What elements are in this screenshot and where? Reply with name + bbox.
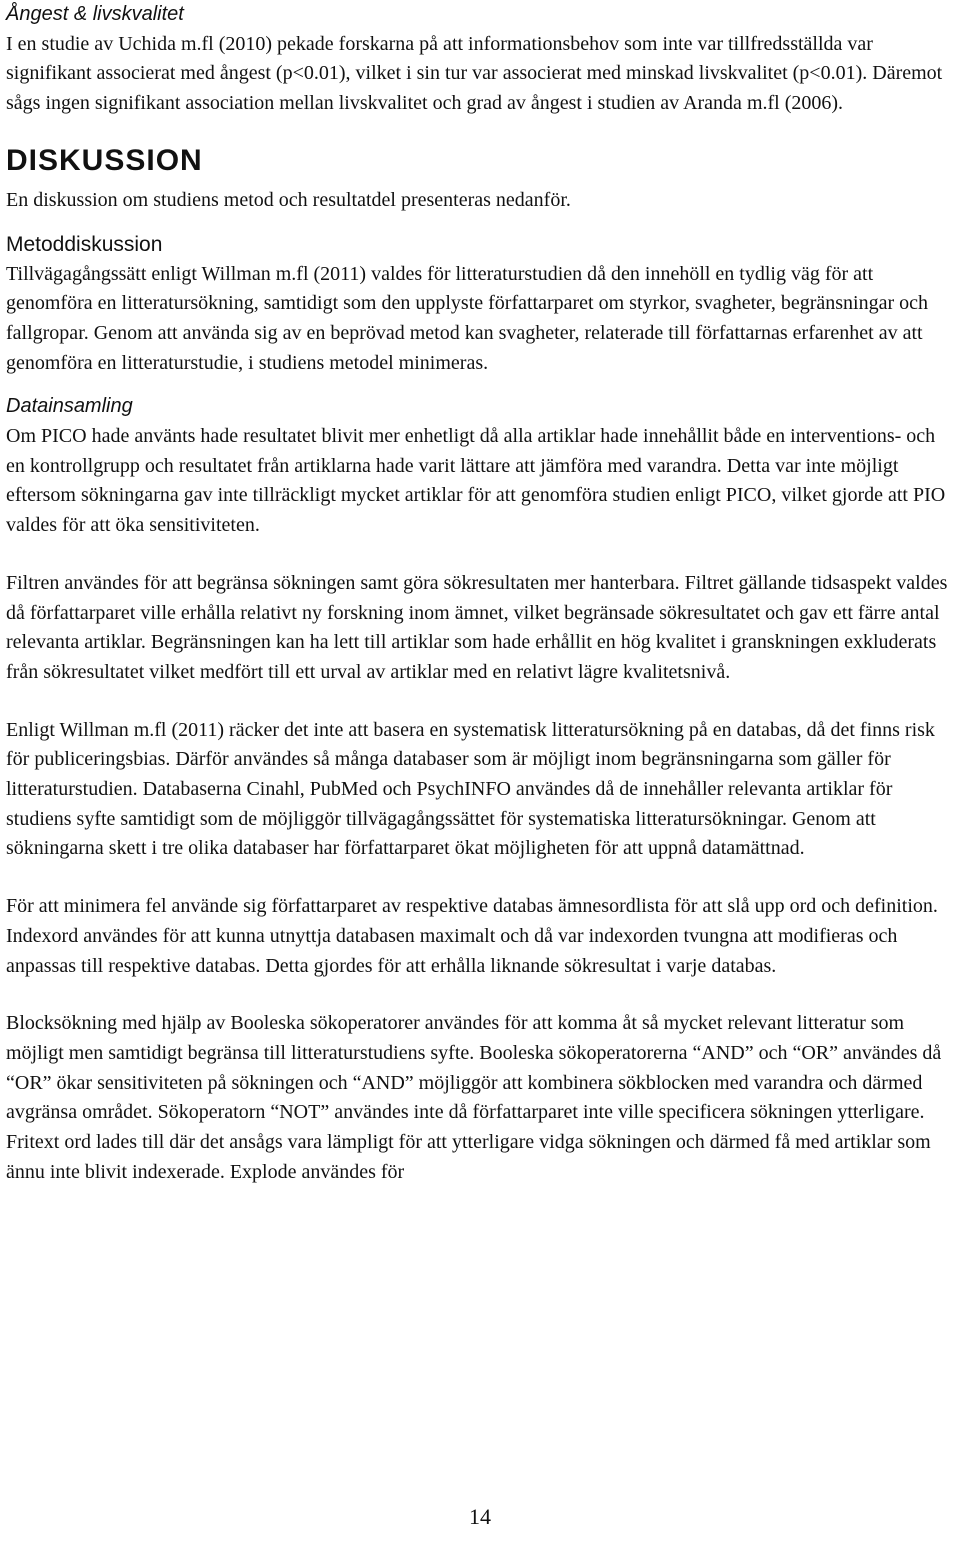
paragraph-angest: I en studie av Uchida m.fl (2010) pekade forskarna på att informationsbehov som inte var tillfredsställda var signifikant associerat med ångest (p<0.01), vilket i sin tur var associerat med minskad livskvalitet (p<0.01). Däremot sågs ingen signifikant association mellan livskvalitet och grad av ångest i studien av Aranda m.fl (2006).: [6, 32, 943, 115]
paragraph-datainsamling-2: Filtren användes för att begränsa sökningen samt göra sökresultaten mer hanterbara. Filtret gällande tidsaspekt valdes då författarparet ville erhålla relativt ny forskning inom ämnet, vilket begränsade sökresultatet och gav ett färre antal relevanta artiklar. Begränsningen kan ha lett till artiklar som hade erhållit en hög kvalitet i granskningen exkluderats från sökresultatet vilket medfört till ett urval av artiklar med en relativt lägre kvalitetsnivå.: [6, 571, 948, 683]
paragraph-metoddiskussion: Tillvägagångssätt enligt Willman m.fl (2011) valdes för litteraturstudien då den innehöll en tydlig väg för att genomföra en litteratursökning, samtidigt som den upplyste författarparet om styrkor, svagheter, begränsningar och fallgropar. Genom att använda sig av en beprövad metod kan svagheter, relaterade till författarnas erfarenhet av att genomföra en litteraturstudie, i studiens metodel minimeras.: [6, 262, 929, 374]
paragraph-datainsamling-4: För att minimera fel använde sig författarparet av respektive databas ämnesordlista för att slå upp ord och definition. Indexord användes för att kunna utnyttja databasen maximalt och då var indexorden tvungna att modifieras och anpassas till respektive databas. Detta gjordes för att erhålla liknande sökresultat i varje databas.: [6, 895, 938, 977]
paragraph-datainsamling-5: Blocksökning med hjälp av Booleska sökoperatorer användes för att komma åt så mycket relevant litteratur som möjligt men samtidigt begränsa till litteraturstudiens syfte. Booleska sökoperatorerna “AND” och “OR” användes då “OR” ökar sensitiviteten på sökningen och “AND” möjliggör att kombinera sökblocken med varandra och därmed avgränsa området. Sökoperatorn “NOT” användes inte då författarparet inte ville specificera sökningen ytterligare. Fritext ord lades till där det ansågs vara lämpligt för att ytterligare vidga sökningen och därmed få med artiklar som ännu inte blivit indexerade. Explode användes för: [6, 1012, 942, 1183]
page-number: 14: [469, 1504, 491, 1529]
section-heading-datainsamling: Datainsamling: [6, 395, 133, 418]
heading-diskussion: DISKUSSION: [6, 143, 203, 177]
paragraph-diskussion-intro: En diskussion om studiens metod och resultatdel presenteras nedanför.: [6, 188, 571, 211]
paragraph-datainsamling-1: Om PICO hade använts hade resultatet blivit mer enhetligt då alla artiklar hade innehållit både en interventions- och en kontrollgrupp och resultatet från artiklarna hade varit lättare att jämföra med varandra. Detta var inte möjligt eftersom sökningarna gav inte tillräckligt mycket artiklar för att genomföra studien enligt PICO, vilket gjorde att PIO valdes för att öka sensitiviteten.: [6, 425, 946, 537]
heading-metoddiskussion: Metoddiskussion: [6, 232, 163, 256]
section-heading-angest: Ångest & livskvalitet: [6, 3, 184, 25]
paragraph-datainsamling-3: Enligt Willman m.fl (2011) räcker det inte att basera en systematisk litteratursökning på en databas, då det finns risk för publiceringsbias. Därför användes så många databaser som är möjligt inom begränsningarna som gäller för litteraturstudien. Databaserna Cinahl, PubMed och PsychINFO användes då de innehåller relevanta artiklar för studiens syfte samtidigt som de möjliggör tillvägagångssättet för systematiska litteratursökningar. Genom att sökningarna skett i tre olika databaser har författarparet ökat möjligheten för att uppnå datamättnad.: [6, 718, 935, 860]
document-page: [6, 0, 956, 1188]
